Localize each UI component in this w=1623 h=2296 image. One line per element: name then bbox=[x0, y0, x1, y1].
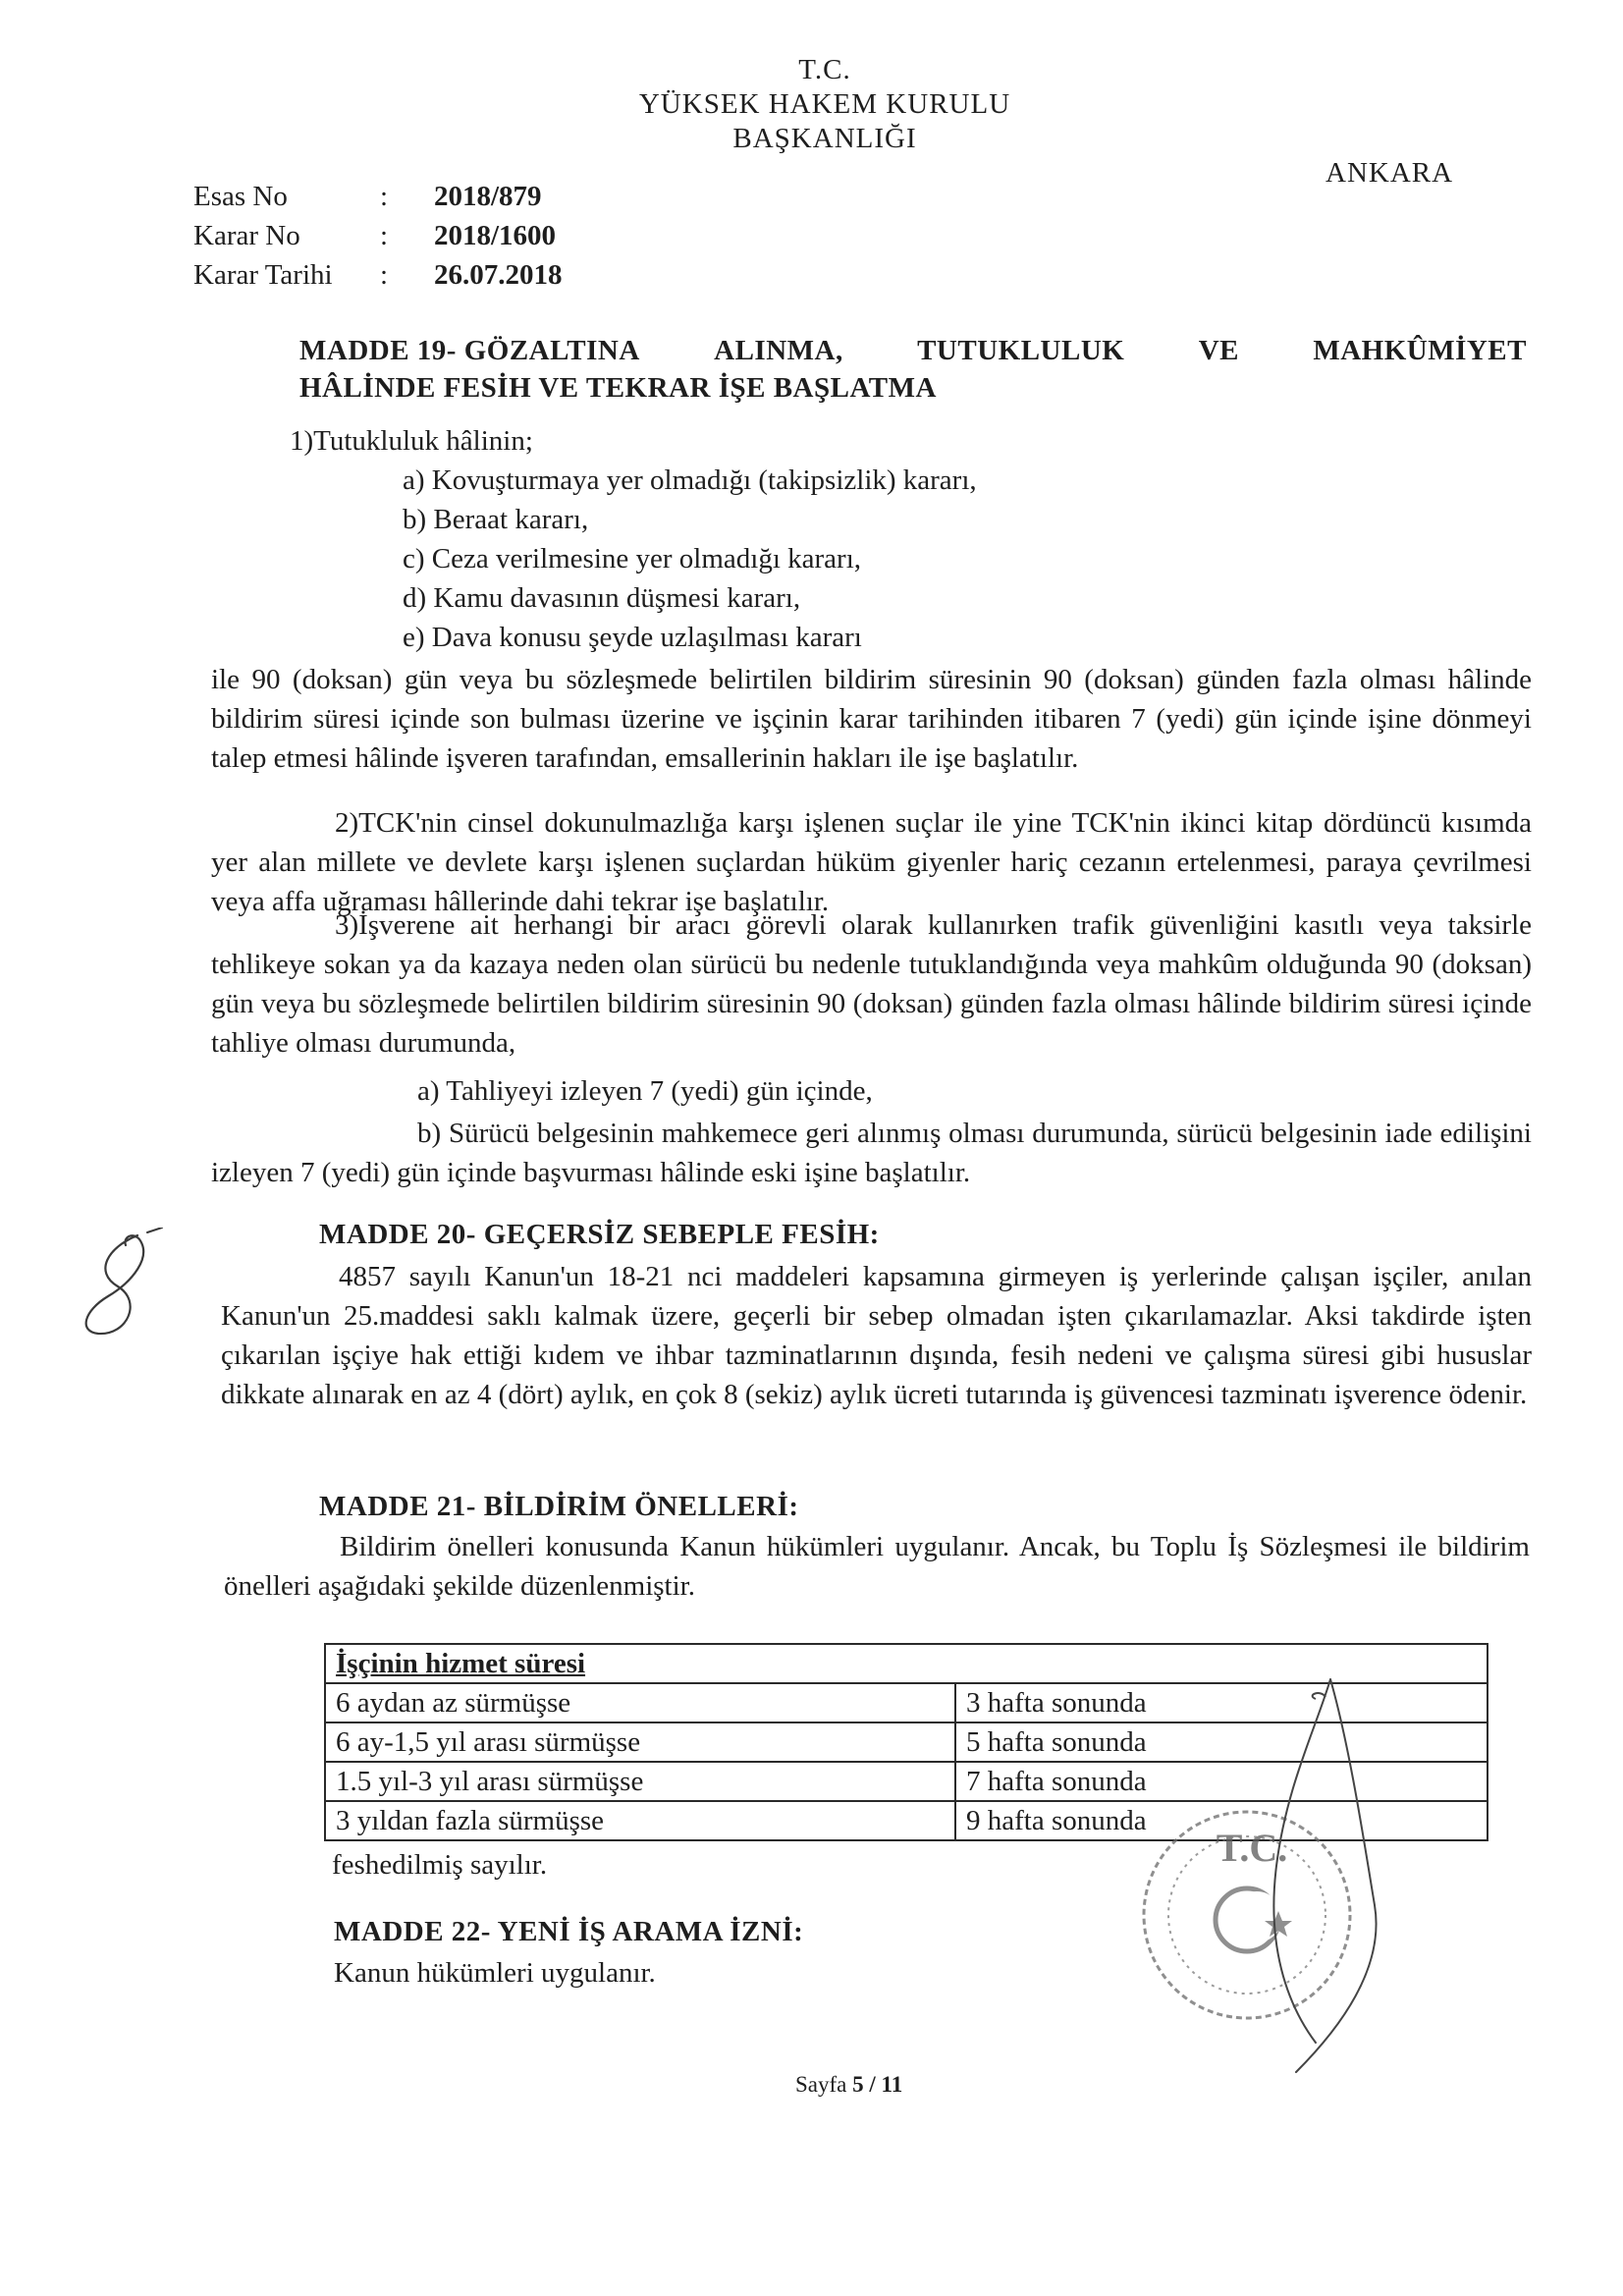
article20-text: 4857 sayılı Kanun'un 18-21 nci maddeleri kapsamına girmeyen iş yerlerinde çalışan işçiler, anılan Kanun'un 25.maddesi saklı kalmak üzere, geçerli bir sebep olmadan işten çıkarılamazlar. Aksi takdirde işten çıkarılan işçiye hak ettiği kıdem ve ihbar tazminatlarının dışında, fesih nedeni ve çalışma süresi gibi hususlar dikkate alınarak en az 4 (dört) aylık, en çok 8 (sekiz) aylık ücreti tutarında iş güvencesi tazminatı işverence ödenir. bbox=[221, 1261, 1532, 1410]
article19-heading-line2: HÂLİNDE FESİH VE TEKRAR İŞE BAŞLATMA bbox=[299, 372, 937, 404]
table-cell-notice: 3 hafta sonunda bbox=[955, 1683, 1488, 1722]
case-metadata bbox=[193, 177, 563, 295]
article19-intro: 1)Tutukluluk hâlinin; bbox=[290, 425, 533, 457]
article21-text: Bildirim önelleri konusunda Kanun hükümleri uygulanır. Ancak, bu Toplu İş Sözleşmesi ile bildirim önelleri aşağıdaki şekilde düzenlenmiştir. bbox=[224, 1531, 1530, 1602]
article19-item-c: c) Ceza verilmesine yer olmadığı kararı, bbox=[403, 543, 862, 574]
heading-word: TUTUKLULUK bbox=[917, 335, 1125, 366]
official-seal-icon bbox=[1119, 1669, 1443, 2082]
meta-colon: : bbox=[380, 220, 389, 251]
heading-word: ALINMA, bbox=[714, 335, 843, 366]
article19-item-a: a) Kovuşturmaya yer olmadığı (takipsizlik) kararı, bbox=[403, 465, 977, 496]
page-total: 11 bbox=[881, 2072, 903, 2097]
article19-paragraph-3-item-b: b) Sürücü belgesinin mahkemece geri alınmış olması durumunda, sürücü belgesinin iade edilişini izleyen 7 (yedi) gün içinde başvurması hâlinde eski işine başlatılır. bbox=[211, 1118, 1532, 1188]
table-cell-duration: 3 yıldan fazla sürmüşse bbox=[325, 1801, 955, 1840]
heading-word: MAHKÛMİYET bbox=[1313, 335, 1527, 366]
meta-colon: : bbox=[380, 181, 389, 212]
table-cell-duration: 6 aydan az sürmüşse bbox=[325, 1683, 955, 1722]
article19-item-b: b) Beraat kararı, bbox=[403, 504, 589, 535]
article20-heading: MADDE 20- GEÇERSİZ SEBEPLE FESİH: bbox=[319, 1219, 880, 1250]
meta-colon: : bbox=[380, 259, 389, 291]
table-header-cell: İşçinin hizmet süresi bbox=[325, 1644, 1488, 1683]
article19-item-d: d) Kamu davasının düşmesi kararı, bbox=[403, 582, 801, 614]
article22-text: Kanun hükümleri uygulanır. bbox=[334, 1957, 656, 1989]
heading-word: MADDE 19- GÖZALTINA bbox=[299, 335, 640, 366]
table-cell-notice: 7 hafta sonunda bbox=[955, 1762, 1488, 1801]
handwritten-initial-icon bbox=[69, 1228, 177, 1345]
table-cell-duration: 1.5 yıl-3 yıl arası sürmüşse bbox=[325, 1762, 955, 1801]
page-number bbox=[795, 2072, 902, 2098]
article19-paragraph-3-item-a: a) Tahliyeyi izleyen 7 (yedi) gün içinde, bbox=[417, 1075, 873, 1107]
page-current: 5 bbox=[852, 2072, 864, 2097]
page-prefix: Sayfa bbox=[795, 2072, 847, 2097]
article19-item-e: e) Dava konusu şeyde uzlaşılması kararı bbox=[403, 622, 862, 653]
page-separator: / bbox=[869, 2072, 876, 2097]
meta-value: 26.07.2018 bbox=[434, 259, 563, 291]
article22-heading: MADDE 22- YENİ İŞ ARAMA İZNİ: bbox=[334, 1916, 804, 1947]
article19-heading bbox=[299, 332, 1527, 407]
meta-row-esas bbox=[193, 177, 563, 216]
meta-row-karar bbox=[193, 216, 563, 255]
meta-label: Esas No bbox=[193, 181, 288, 212]
table-cell-duration: 6 ay-1,5 yıl arası sürmüşse bbox=[325, 1722, 955, 1762]
heading-word: VE bbox=[1198, 335, 1239, 366]
article19-heading-line1 bbox=[299, 332, 1527, 369]
stamp-text: T.C. bbox=[1216, 1826, 1288, 1870]
meta-value: 2018/1600 bbox=[434, 220, 557, 251]
table-cell-notice: 5 hafta sonunda bbox=[955, 1722, 1488, 1762]
meta-row-tarih bbox=[193, 255, 563, 295]
article19-paragraph-2: 2)TCK'nin cinsel dokunulmazlığa karşı işlenen suçlar ile yine TCK'nin ikinci kitap dördüncü kısımda yer alan millete ve devlete karşı işlenen suçlardan hüküm giyenler hariç cezanın ertelenmesi, paraya çevrilmesi veya affa uğraması hâllerinde dahi tekrar işe başlatılır. bbox=[211, 807, 1532, 917]
article19-paragraph-3: 3)İşverene ait herhangi bir aracı görevli olarak kullanırken trafik güvenliğini kasıtlı veya taksirle tehlikeye sokan ya da kazaya neden olan sürücü bu nedenle tutuklandığında veya mahkûm olduğunda 90 (doksan) gün veya bu sözleşmede belirtilen bildirim süresinin 90 (doksan) günden fazla olması hâlinde bildirim süresi içinde tahliye olması durumunda, bbox=[211, 909, 1532, 1059]
header-presidency: BAŞKANLIĞI bbox=[732, 123, 917, 154]
meta-label: Karar No bbox=[193, 220, 300, 251]
header-tc: T.C. bbox=[798, 54, 851, 85]
meta-label: Karar Tarihi bbox=[193, 259, 333, 291]
header-city: ANKARA bbox=[1325, 157, 1454, 189]
article21-closing: feshedilmiş sayılır. bbox=[332, 1849, 548, 1881]
article21-heading: MADDE 21- BİLDİRİM ÖNELLERİ: bbox=[319, 1491, 799, 1522]
header-institution: YÜKSEK HAKEM KURULU bbox=[638, 88, 1011, 120]
article19-paragraph-1: ile 90 (doksan) gün veya bu sözleşmede belirtilen bildirim süresinin 90 (doksan) günden fazla olması hâlinde bildirim süresi içinde son bulması üzerine ve işçinin karar tarihinden itibaren 7 (yedi) gün içinde işine dönmeyi talep etmesi hâlinde işveren tarafından, emsallerinin hakları ile işe başlatılır. bbox=[211, 664, 1532, 774]
meta-value: 2018/879 bbox=[434, 181, 542, 212]
table-cell-notice: 9 hafta sonunda bbox=[955, 1801, 1488, 1840]
